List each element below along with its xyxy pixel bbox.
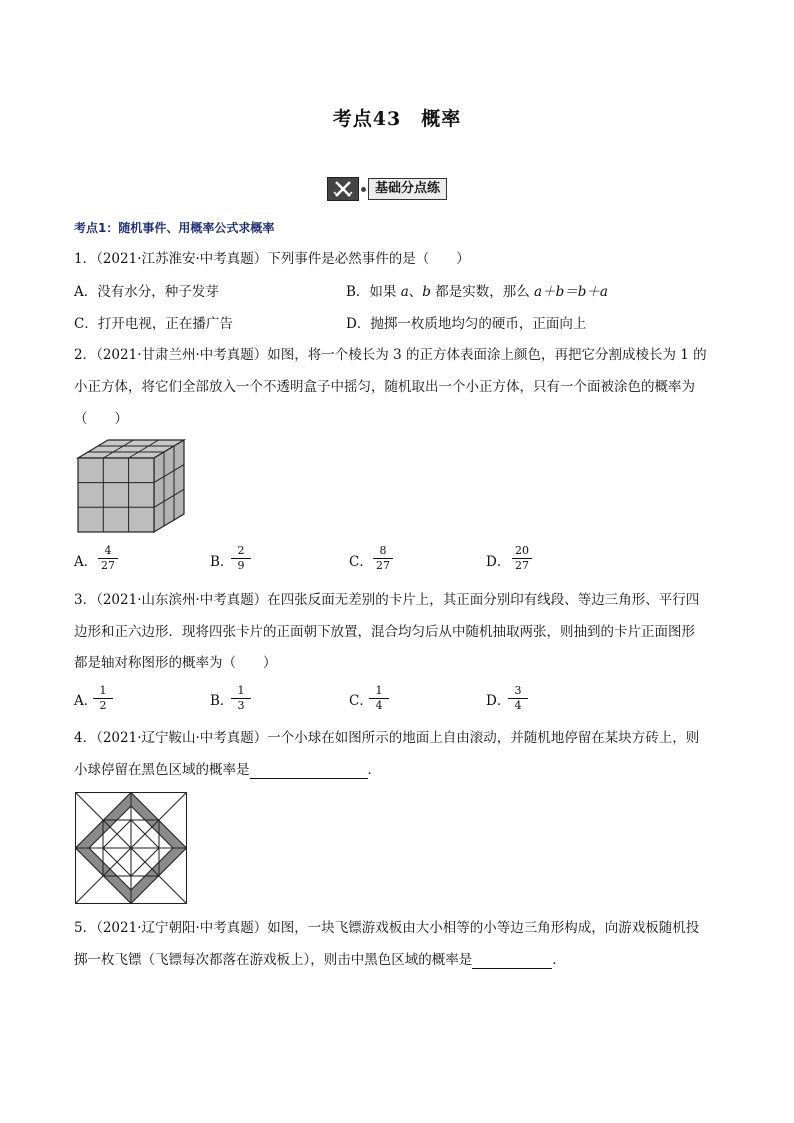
q4-line-1: 4．（2021·辽宁鞍山·中考真题）一个小球在如图所示的地面上自由滚动，并随机地停留在某块方砖上，则: [74, 730, 700, 746]
badge-dot: [361, 187, 366, 192]
q3-option-c-label: C．: [349, 693, 373, 709]
q1-option-d: D．抛掷一枚质地均匀的硬币，正面向上: [346, 316, 587, 332]
q2-line-1: 2．（2021·甘肃兰州·中考真题）如图，将一个棱长为 3 的正方体表面涂上颜色，再把它分割成棱长为 1 的: [74, 347, 707, 363]
q3-option-b-label: B．: [210, 693, 234, 709]
q3-option-c-fraction: 1 4: [366, 685, 392, 712]
section-heading: 考点1：随机事件、用概率公式求概率: [74, 221, 275, 235]
answer-blank[interactable]: [472, 954, 552, 969]
tile-floor-figure: [75, 792, 187, 904]
q1-stem: 1．（2021·江苏淮安·中考真题）下列事件是必然事件的是（ ）: [74, 251, 470, 267]
q1-option-a: A．没有水分，种子发芽: [74, 284, 219, 300]
q2-option-a-fraction: 4 27: [95, 545, 121, 572]
q3-option-a-label: A．: [74, 693, 98, 709]
q4-line-2: 小球停留在黑色区域的概率是 ．: [74, 762, 381, 778]
q2-option-d-fraction: 20 27: [509, 545, 535, 572]
q2-option-c-fraction: 8 27: [370, 545, 396, 572]
answer-blank[interactable]: [250, 764, 368, 779]
q3-option-b-fraction: 1 3: [228, 685, 254, 712]
q3-option-d-fraction: 3 4: [505, 685, 531, 712]
q5-line-2: 掷一枚飞镖（飞镖每次都落在游戏板上），则击中黑色区域的概率是 ．: [74, 952, 566, 968]
q2-option-a-label: A．: [74, 554, 98, 570]
q3-option-d-label: D．: [486, 693, 511, 709]
page-title: 考点43 概率: [332, 108, 462, 130]
q2-line-3: （ ）: [74, 411, 128, 427]
cube-figure: [72, 438, 190, 536]
q2-line-2: 小正方体，将它们全部放入一个不透明盒子中摇匀，随机取出一个小正方体，只有一个面被涂色的概率为: [74, 379, 695, 395]
q2-option-b-label: B．: [210, 554, 234, 570]
q1-option-c: C．打开电视，正在播广告: [74, 316, 233, 332]
q3-line-3: 都是轴对称图形的概率为（ ）: [74, 655, 277, 671]
q3-line-2: 边形和正六边形．现将四张卡片的正面朝下放置，混合均匀后从中随机抽取两张，则抽到的卡片正面图形: [74, 624, 695, 640]
section-badge: [327, 178, 447, 200]
crossed-swords-icon: [327, 177, 359, 201]
q2-option-c-label: C．: [349, 554, 373, 570]
q3-option-a-fraction: 1 2: [90, 685, 116, 712]
q1-option-b: B．如果 a、b 都是实数，那么 a＋b＝b＋a: [346, 284, 608, 300]
q2-option-b-fraction: 2 9: [228, 545, 254, 572]
q2-option-d-label: D．: [486, 554, 511, 570]
q3-line-1: 3．（2021·山东滨州·中考真题）在四张反面无差别的卡片上，其正面分别印有线段、等边三角形、平行四: [74, 592, 700, 608]
q5-line-1: 5．（2021·辽宁朝阳·中考真题）如图，一块飞镖游戏板由大小相等的小等边三角形构成，向游戏板随机投: [74, 920, 700, 936]
badge-label: 基础分点练: [368, 178, 447, 200]
